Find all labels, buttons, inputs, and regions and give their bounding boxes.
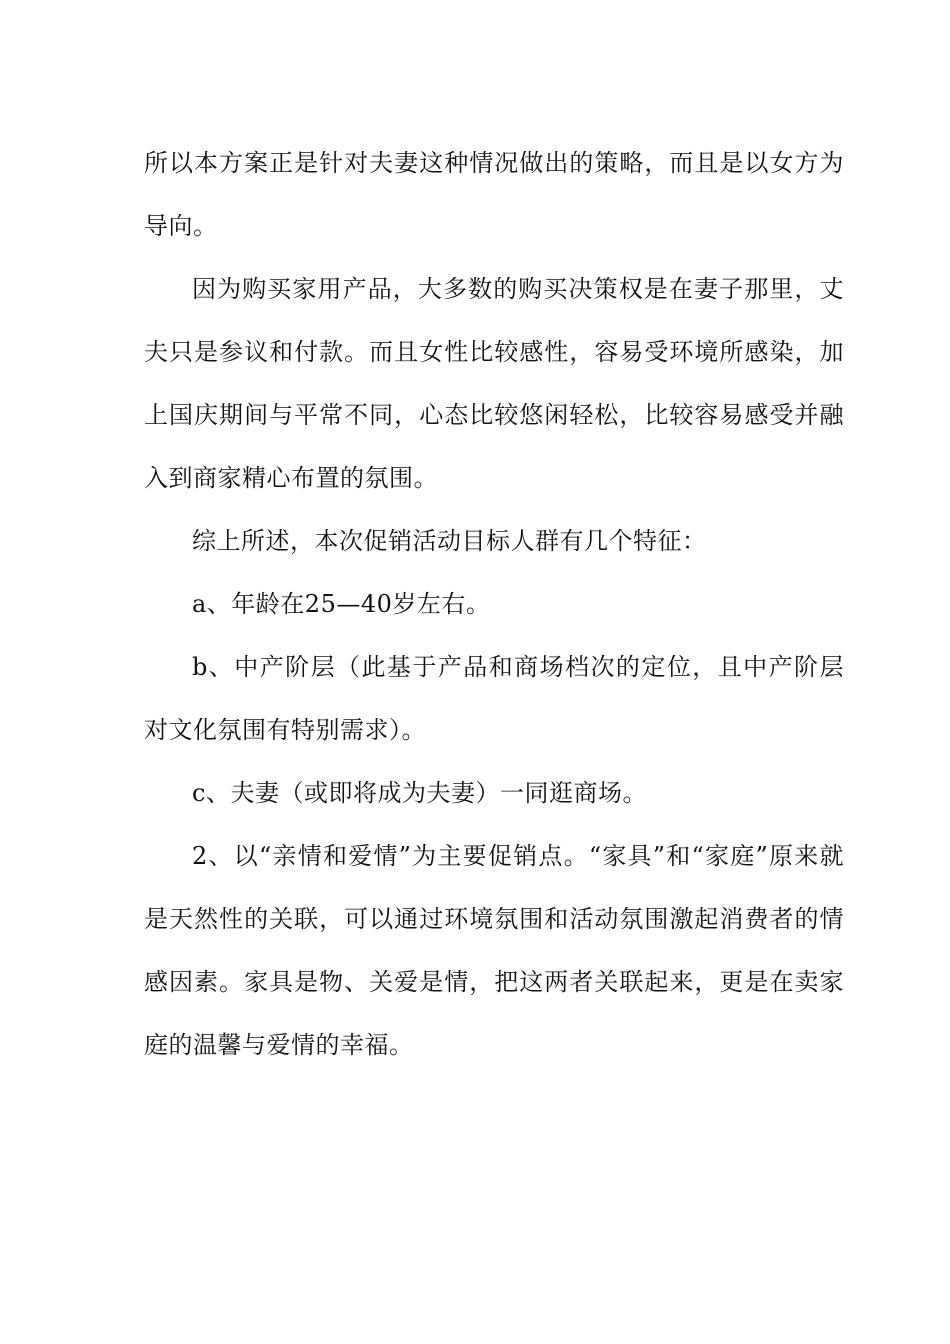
list-item-couple: c、夫妻（或即将成为夫妻）一同逛商场。: [192, 779, 647, 807]
list-item-middle-class: b、中产阶层（此基于产品和商场档次的定位，且中产阶层对文化氛围有特别需求）。: [144, 653, 844, 744]
document-body: [144, 132, 844, 1077]
paragraph-summary: 综上所述，本次促销活动目标人群有几个特征：: [192, 527, 707, 555]
list-item-age: a、年龄在25—40岁左右。: [192, 590, 491, 618]
paragraph-strategy-target: 所以本方案正是针对夫妻这种情况做出的策略，而且是以女方为导向。: [144, 149, 844, 240]
paragraph-promotion-point: 2、以“亲情和爱情”为主要促销点。“家具”和“家庭”原来就是天然性的关联，可以通过环境氛围和活动氛围激起消费者的情感因素。家具是物、关爱是情，把这两者关联起来，更是在卖家庭的温馨与爱情的幸福。: [144, 842, 844, 1059]
paragraph-purchase-decision: 因为购买家用产品，大多数的购买决策权是在妻子那里，丈夫只是参议和付款。而且女性比较感性，容易受环境所感染，加上国庆期间与平常不同，心态比较悠闲轻松，比较容易感受并融入到商家精心布置的氛围。: [144, 275, 844, 492]
